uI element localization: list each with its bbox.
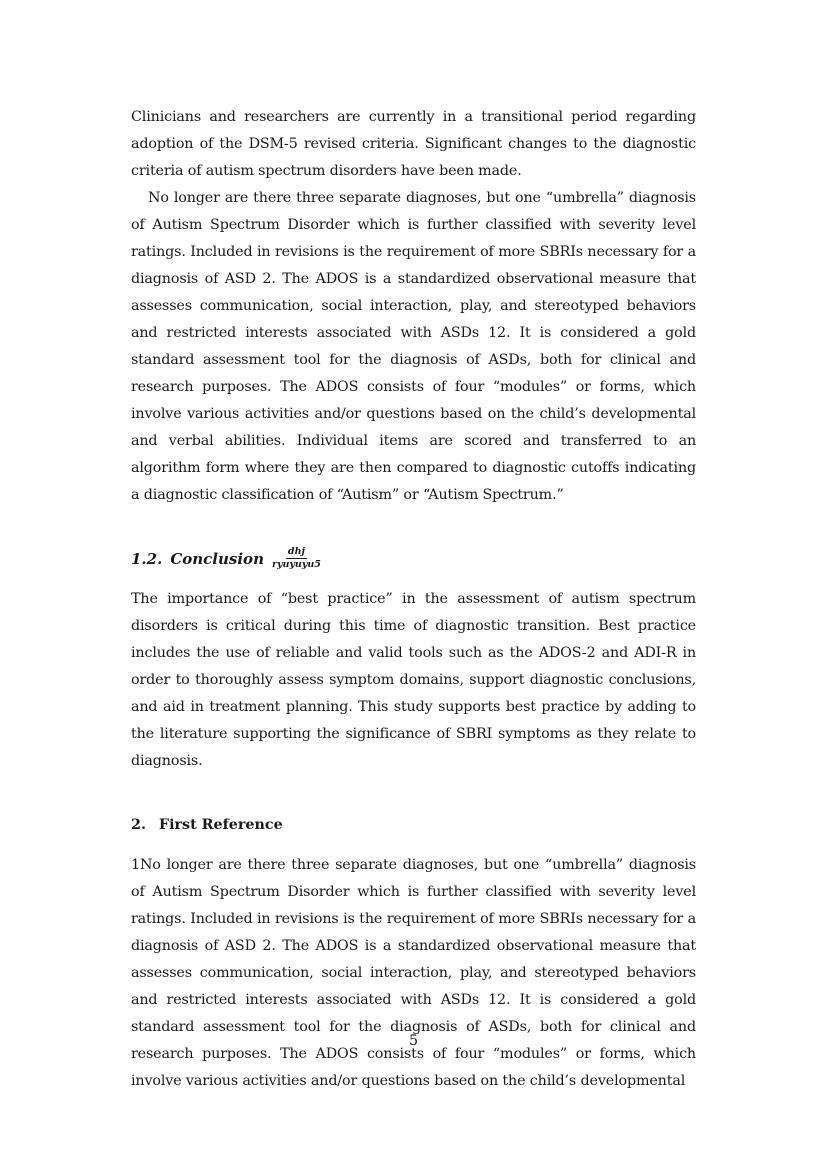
paragraph-umbrella-diagnosis: No longer are there three separate diagnoses, but one “umbrella” diagnosis of Autism Spectrum Disorder which is further classified with severity level ratings. Included in revisions is the requirement of more SBRIs necessary for a diagnosis of ASD 2. The ADOS is a standardized observational measure that assesses communication, social interaction, play, and stereotyped behaviors and restricted interests associated with ASDs 12. It is considered a gold standard assessment tool for the diagnosis of ASDs, both for clinical and research purposes. The ADOS consists of four “modules” or forms, which involve various activities and/or questions based on the child’s developmental and verbal abilities. Individual items are scored and transferred to an algorithm form where they are then compared to diagnostic cutoffs indicating a diagnostic classification of “Autism” or “Autism Spectrum.” <box>131 190 696 503</box>
paragraph-best-practice: The importance of “best practice” in the assessment of autism spectrum disorders is critical during this time of diagnostic transition. Best practice includes the use of reliable and valid tools such as the ADOS-2 and ADI-R in order to thoroughly assess symptom domains, support diagnostic conclusions, and aid in treatment planning. This study supports best practice by adding to the literature supporting the significance of SBRI symptoms as they relate to diagnosis. <box>131 591 696 769</box>
fraction-numerator: dhj <box>287 546 305 557</box>
subsection-heading-conclusion <box>131 547 696 570</box>
subsection-number: 1.2. <box>131 549 163 568</box>
paragraph-first-reference: 1No longer are there three separate diagnoses, but one “umbrella” diagnosis of Autism Spectrum Disorder which is further classified with severity level ratings. Included in revisions is the requirement of more SBRIs necessary for a diagnosis of ASD 2. The ADOS is a standardized observational measure that assesses communication, social interaction, play, and stereotyped behaviors and restricted interests associated with ASDs 12. It is considered a gold standard assessment tool for the diagnosis of ASDs, both for clinical and research purposes. The ADOS consists of four “modules” or forms, which involve various activities and/or questions based on the child’s developmental <box>131 857 696 1089</box>
section-title: First Reference <box>158 817 283 833</box>
section-heading-first-reference <box>131 817 696 833</box>
page-number: 5 <box>408 1033 419 1049</box>
paragraph-transitional-period: Clinicians and researchers are currently in a transitional period regarding adoption of the DSM-5 revised criteria. Significant changes to the diagnostic criteria of autism spectrum disorders have been made. <box>131 109 696 179</box>
page-content <box>131 104 696 1095</box>
fraction-denominator: ryuyuyu5 <box>271 559 321 570</box>
subsection-title: Conclusion <box>170 549 264 568</box>
heading-fraction <box>270 547 323 570</box>
section-number: 2. <box>131 817 146 833</box>
